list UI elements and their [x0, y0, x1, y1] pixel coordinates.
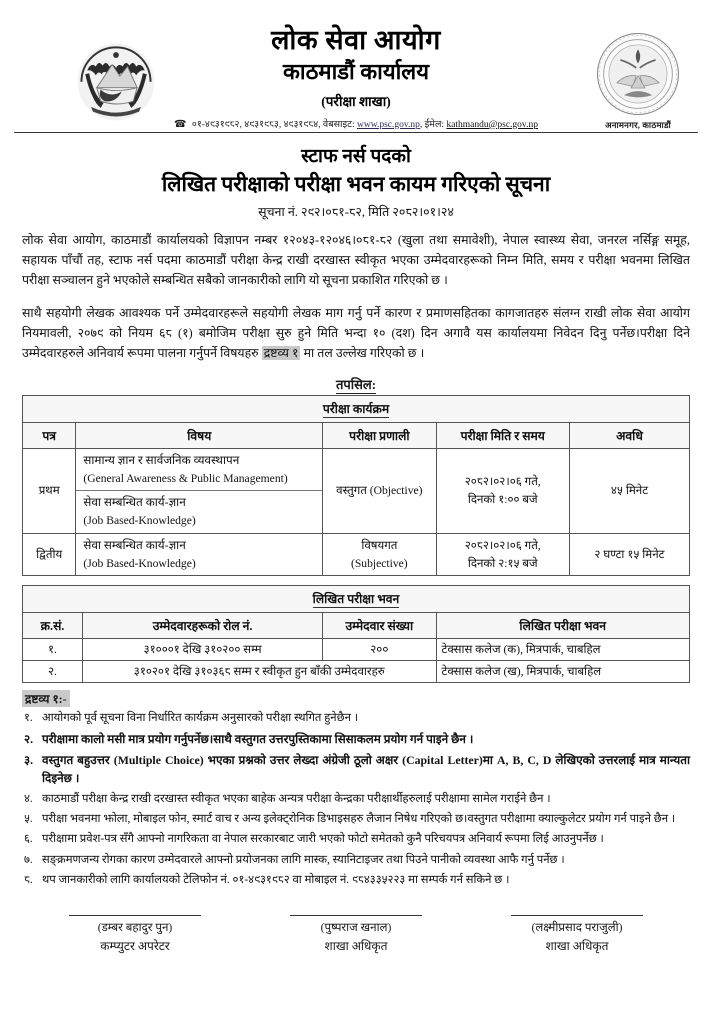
- note-text: आयोगको पूर्व सूचना विना निर्धारित कार्यक्रम अनुसारको परीक्षा स्थगित हुनेछैन ।: [42, 712, 359, 725]
- schedule-table-caption: [23, 396, 690, 423]
- subject-part: [76, 449, 322, 491]
- subject-np: सेवा सम्बन्धित कार्य-ज्ञान: [83, 537, 186, 552]
- col-exam-system: परीक्षा प्रणाली: [323, 423, 436, 449]
- signature-name: (पुष्पराज खनाल): [320, 921, 392, 935]
- tapsil-label-text: तपसिल:: [335, 377, 377, 393]
- body-paragraph-2-text-b: मा तल उल्लेख गरिएको छ ।: [300, 345, 425, 360]
- exam-system-en: (Objective): [369, 484, 423, 498]
- exam-system-np: वस्तुगत: [336, 484, 367, 498]
- venue-caption-row: [23, 586, 690, 613]
- note-number: ४.: [24, 792, 33, 805]
- notes-section: [0, 690, 712, 889]
- table-row: [23, 533, 690, 576]
- col-exam-date-time: परीक्षा मिति र समय: [436, 423, 569, 449]
- venue-table-wrap: [0, 585, 712, 683]
- note-number: १.: [24, 712, 33, 725]
- cell-duration: ४५ मिनेट: [569, 449, 689, 533]
- venue-header-row: [23, 613, 690, 639]
- signature-title: शाखा अधिकृत: [545, 938, 609, 953]
- cell-exam-system: [323, 533, 436, 576]
- notice-title-line-1: स्टाफ नर्स पदको: [301, 146, 411, 167]
- subject-part: [76, 534, 322, 575]
- venue-table-caption: [23, 586, 690, 613]
- venue-table-caption-text: लिखित परीक्षा भवन: [312, 592, 400, 607]
- note-text: परीक्षा भवनमा झोला, मोबाइल फोन, स्मार्ट वाच र अन्य इलेक्ट्रोनिक डिभाइसहरु लैजान निषेध गरिएको छ।वस्तुगत परीक्षामा क्याल्कुलेटर प्रयोग गर्न पाइने छैन ।: [42, 812, 676, 825]
- exam-venue-table: [22, 585, 690, 683]
- schedule-table-caption-text: परीक्षा कार्यक्रम: [322, 402, 390, 417]
- notice-number-and-date: सूचना नं. २९२।०८१-८२, मिति २०८२।०१।२४: [258, 205, 454, 220]
- subject-en: (General Awareness & Public Management): [83, 472, 288, 486]
- note-text: वस्तुगत बहुउत्तर (Multiple Choice) भएका प्रश्नको उत्तर लेख्दा अंग्रेजी ठूलो अक्षर (Capital Letter)मा A, B, C, D लेखिएको उत्तरलाई मात्र मान्यता दिइनेछ ।: [42, 752, 690, 785]
- note-number: ३.: [24, 752, 34, 767]
- signature-block: [0, 915, 712, 954]
- cell-exam-date-time: [436, 533, 569, 576]
- subject-np: सामान्य ज्ञान र सार्वजनिक व्यवस्थापन: [83, 453, 240, 468]
- col-subject: विषय: [76, 423, 323, 449]
- subject-np: सेवा सम्बन्धित कार्य-ज्ञान: [83, 495, 186, 510]
- schedule-table-wrap: [0, 395, 712, 576]
- subject-part: [76, 491, 322, 532]
- tapsil-label: [0, 375, 712, 393]
- email-link[interactable]: kathmandu@psc.gov.np: [446, 119, 538, 130]
- nepal-government-emblem-icon: [68, 32, 164, 128]
- signature-line: [511, 915, 643, 916]
- note-number: ७.: [24, 853, 33, 866]
- note-text: थप जानकारीको लागि कार्यालयको टेलिफोन नं. ०१-४९३१९८२ वा मोबाइल नं. ९८४३३५२२३ मा सम्पर्क गर्न सकिने छ ।: [42, 873, 510, 886]
- table-row: [23, 449, 690, 533]
- schedule-header-row: [23, 423, 690, 449]
- list-item: [22, 852, 690, 869]
- col-duration: अवधि: [569, 423, 689, 449]
- drastabya-reference: द्रष्टव्य १: [263, 345, 299, 360]
- note-text: सङ्क्रमणजन्य रोगका कारण उम्मेदवारले आफ्नो प्रयोजनका लागि मास्क, स्यानिटाइजर तथा पिउने पानीको व्यवस्था आफै गर्नु पर्नेछ ।: [42, 853, 565, 866]
- note-number: ६.: [24, 833, 33, 846]
- list-item: [22, 731, 690, 749]
- note-number: ८.: [24, 873, 33, 886]
- subject-en: (Job Based-Knowledge): [83, 514, 196, 528]
- cell-paper: प्रथम: [23, 449, 76, 533]
- note-number: ५.: [24, 812, 33, 825]
- org-office: काठमाडौं कार्यालय: [283, 58, 429, 84]
- exam-time: दिनको १:०० बजे: [467, 492, 538, 506]
- cell-roll-range: ३१०००१ देखि ३१०२०० सम्म: [83, 639, 323, 661]
- cell-serial-number: १.: [23, 639, 83, 661]
- exam-time: दिनको २:१५ बजे: [467, 556, 538, 570]
- signature-title: कम्प्युटर अपरेटर: [100, 938, 170, 953]
- note-text: परीक्षामा कालो मसी मात्र प्रयोग गर्नुपर्नेछ।साथै वस्तुगत उत्तरपुस्तिकामा सिसाकलम प्रयोग गर्न पाइने छैन ।: [42, 731, 474, 746]
- cell-exam-system: [323, 449, 436, 533]
- cell-venue: टेक्सास कलेज (ख), मित्रपार्क, चाबहिल: [436, 661, 689, 683]
- exam-date: २०८२।०२।०६ गते,: [464, 474, 541, 488]
- note-number: २.: [24, 731, 34, 746]
- table-row: [23, 639, 690, 661]
- org-name: लोक सेवा आयोग: [271, 25, 441, 55]
- signature-1: [40, 915, 230, 954]
- schedule-caption-row: [23, 396, 690, 423]
- note-text: काठमाडौं परीक्षा केन्द्र राखी दरखास्त स्वीकृत भएका बाहेक अन्यत्र परीक्षा केन्द्रका परीक्षार्थीहरुलाई परीक्षामा सामेल गराईने छैन ।: [42, 792, 551, 805]
- cell-exam-date-time: [436, 449, 569, 533]
- page-title: लिखित परीक्षाको परीक्षा भवन कायम गरिएको सूचना: [161, 171, 551, 196]
- email-label: ईमेल:: [424, 119, 445, 130]
- cell-subject: [76, 449, 323, 533]
- cell-roll-range: ३१०२०१ देखि ३१०३६८ सम्म र स्वीकृत हुन बाँकी उम्मेदवारहरु: [83, 661, 437, 683]
- note-text: परीक्षामा प्रवेश-पत्र सँगै आफ्नो नागरिकता वा नेपाल सरकारबाट जारी भएको फोटो समेतको कुनै परिचयपत्र अनिवार्य रूपमा लिई आउनुपर्नेछ ।: [42, 833, 604, 846]
- list-item: [22, 791, 690, 808]
- website-link[interactable]: www.psc.gov.np: [356, 119, 420, 130]
- cell-venue: टेक्सास कलेज (क), मित्रपार्क, चाबहिल: [436, 639, 689, 661]
- psc-seal-block: [582, 30, 694, 131]
- header-divider: [14, 132, 698, 133]
- signature-line: [69, 915, 201, 916]
- list-item: [22, 752, 690, 788]
- signature-name: (डम्बर बहादुर पुन): [97, 921, 173, 935]
- signature-name: (लक्ष्मीप्रसाद पराजुली): [531, 921, 623, 935]
- subject-en: (Job Based-Knowledge): [83, 556, 196, 570]
- col-venue: लिखित परीक्षा भवन: [436, 613, 689, 639]
- notice-body: [0, 230, 712, 363]
- col-candidate-count: उम्मेदवार संख्या: [323, 613, 436, 639]
- list-item: [22, 872, 690, 889]
- signature-2: [261, 915, 451, 954]
- org-branch: (परीक्षा शाखा): [321, 93, 391, 109]
- body-paragraph-2: [22, 303, 690, 363]
- col-serial-number: क्र.सं.: [23, 613, 83, 639]
- col-paper: पत्र: [23, 423, 76, 449]
- cell-candidate-count: २००: [323, 639, 436, 661]
- telephone-icon: ☎: [174, 118, 187, 130]
- body-paragraph-2-text-a: साथै सहयोगी लेखक आवश्यक पर्ने उम्मेदवारहरूले सहयोगी लेखक माग गर्नु पर्ने कारण र प्रमाणसहितका कागजातहरु संलग्न राखी लोक सेवा आयोग नियमावली, २०७९ को नियम ६८ (१) बमोजिम परीक्षा सुरु हुने मिति भन्दा १० (दश) दिन अगावै यस कार्यालयमा निवेदन दिनु पर्नेछ।परीक्षा दिने उम्मेदवारहरुले अनिवार्य रूपमा पालना गर्नुपर्ने विषयहरु: [22, 305, 690, 360]
- list-item: [22, 710, 690, 727]
- cell-serial-number: २.: [23, 661, 83, 683]
- psc-seal-icon: [594, 30, 682, 118]
- contact-line: ☎ ०१-४९३१९८२, ४९३१९८३, ४९३१९८४, वेबसाइट: www.psc.gov.np, ईमेल: kathmandu@psc.gov.np: [174, 118, 538, 130]
- phone-numbers: ०१-४९३१९८२, ४९३१९८३, ४९३१९८४,: [191, 119, 321, 130]
- exam-schedule-table: [22, 395, 690, 576]
- psc-seal-caption: अनामनगर, काठमाडौं: [605, 120, 671, 130]
- notice-title-block: [0, 144, 712, 220]
- website-label: वेबसाइट:: [322, 119, 355, 130]
- exam-system-np: विषयगत: [361, 538, 398, 552]
- cell-subject: [76, 533, 323, 576]
- list-item: [22, 831, 690, 848]
- exam-date: २०८२।०२।०६ गते,: [464, 538, 541, 552]
- signature-title: शाखा अधिकृत: [324, 938, 388, 953]
- notes-list: [22, 710, 690, 889]
- col-roll-number-range: उम्मेदवारहरूको रोल नं.: [83, 613, 323, 639]
- signature-3: [482, 915, 672, 954]
- table-row: [23, 661, 690, 683]
- notes-heading: द्रष्टव्य १:-: [22, 690, 70, 707]
- body-paragraph-1: लोक सेवा आयोग, काठमाडौं कार्यालयको विज्ञापन नम्बर १२०४३-१२०४६।०८१-८२ (खुला तथा समावेशी), नेपाल स्वास्थ्य सेवा, जनरल नर्सिङ्ग समूह, सहायक पाँचौं तह, स्टाफ नर्स पदमा काठमाडौं परीक्षा केन्द्र राखी दरखास्त स्वीकृत भएका उम्मेदवारहरूको निम्न मिति, समय र परीक्षा भवनमा लिखित परीक्षा सञ्चालन हुने भएकोले सम्बन्धित सबैको जानकारीको लागि यो सूचना प्रकाशित गरिएको छ ।: [22, 233, 690, 288]
- page-header: [0, 0, 712, 128]
- cell-paper: द्वितीय: [23, 533, 76, 576]
- cell-duration: २ घण्टा १५ मिनेट: [569, 533, 689, 576]
- exam-system-en: (Subjective): [351, 556, 408, 570]
- signature-line: [290, 915, 422, 916]
- list-item: [22, 811, 690, 828]
